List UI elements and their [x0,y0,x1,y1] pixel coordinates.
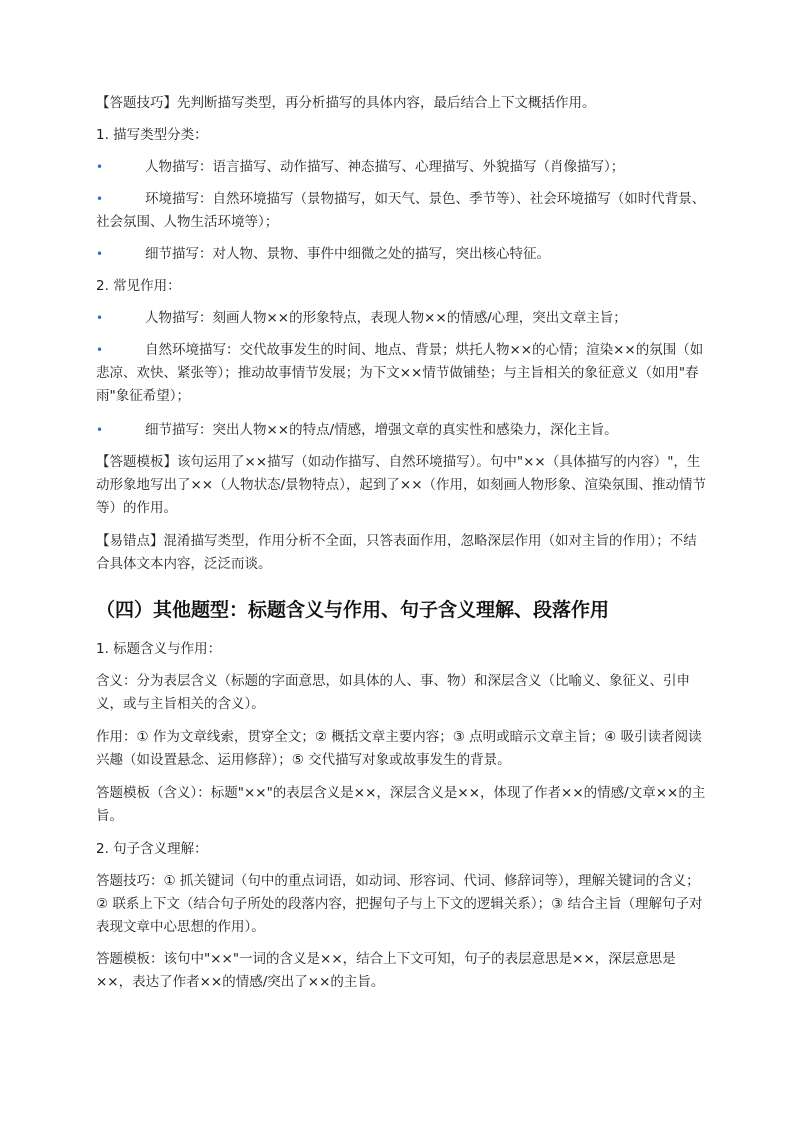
answer-template-paragraph: 【答题模板】该句运用了××描写（如动作描写、自然环境描写）。句中"××（具体描写的内容）"，生动形象地写出了××（人物状态/景物特点），起到了××（作用，如刻画人物形象、渲染氛围、推动情节等）的作用。 [96,454,707,516]
list-item-character-function: 人物描写：刻画人物××的形象特点，表现人物××的情感/心理，突出文章主旨； [145,310,627,326]
section-heading-description-types: 1. 描写类型分类： [96,127,208,143]
list-item-natural-environment-function: 自然环境描写：交代故事发生的时间、地点、背景；烘托人物××的心情；渲染××的氛围（如悲凉、欢快、紧张等）；推动故事情节发展；为下文××情节做铺垫；与主旨相关的象征意义（如用"春雨"象征希望）； [96,342,704,404]
list-item-detail-description: 细节描写：对人物、景物、事件中细微之处的描写，突出核心特征。 [145,246,550,262]
bullet-icon: • [96,423,104,437]
subheading-title-meaning: 1. 标题含义与作用： [96,641,222,657]
bullet-icon: • [96,160,104,174]
list-item-environment-description: 环境描写：自然环境描写（景物描写，如天气、景色、季节等）、社会环境描写（如时代背景、社会氛围、人物生活环境等）； [96,191,706,230]
list-item-character-description: 人物描写：语言描写、动作描写、神态描写、心理描写、外貌描写（肖像描写）； [145,159,625,175]
list-item-detail-function: 细节描写：突出人物××的特点/情感，增强文章的真实性和感染力，深化主旨。 [145,422,618,438]
bullet-icon: • [96,192,104,206]
bullet-icon: • [96,311,104,325]
section-title: （四）其他题型：标题含义与作用、句子含义理解、段落作用 [96,599,610,621]
common-mistakes-paragraph: 【易错点】混淆描写类型，作用分析不全面，只答表面作用，忽略深层作用（如对主旨的作用）；不结合具体文本内容，泛泛而谈。 [96,533,697,572]
title-meaning-paragraph: 含义：分为表层含义（标题的字面意思，如具体的人、事、物）和深层含义（比喻义、象征义、引申义，或与主旨相关的含义）。 [96,673,690,712]
section-heading-common-functions: 2. 常见作用： [96,278,181,294]
sentence-tip-paragraph: 答题技巧：① 抓关键词（句中的重点词语，如动词、形容词、代词、修辞词等），理解关键词的含义；② 联系上下文（结合句子所处的段落内容，把握句子与上下文的逻辑关系）；③ 结合主旨（理解句子对表现文章中心思想的作用）。 [96,873,703,935]
subheading-sentence-meaning: 2. 句子含义理解： [96,841,208,857]
title-function-paragraph: 作用：① 作为文章线索，贯穿全文；② 概括文章主要内容；③ 点明或暗示文章主旨；④ 吸引读者阅读兴趣（如设置悬念、运用修辞）；⑤ 交代描写对象或故事发生的背景。 [96,729,702,768]
bullet-icon: • [96,343,104,357]
bullet-icon: • [96,247,104,261]
sentence-template-paragraph: 答题模板：该句中"××"一词的含义是××，结合上下文可知，句子的表层意思是××，深层意思是××，表达了作者××的情感/突出了××的主旨。 [96,951,676,990]
title-template-paragraph: 答题模板（含义）：标题"××"的表层含义是××，深层含义是××，体现了作者××的情感/文章××的主旨。 [96,785,706,824]
answer-tip-paragraph: 【答题技巧】先判断描写类型，再分析描写的具体内容，最后结合上下文概括作用。 [96,95,596,111]
